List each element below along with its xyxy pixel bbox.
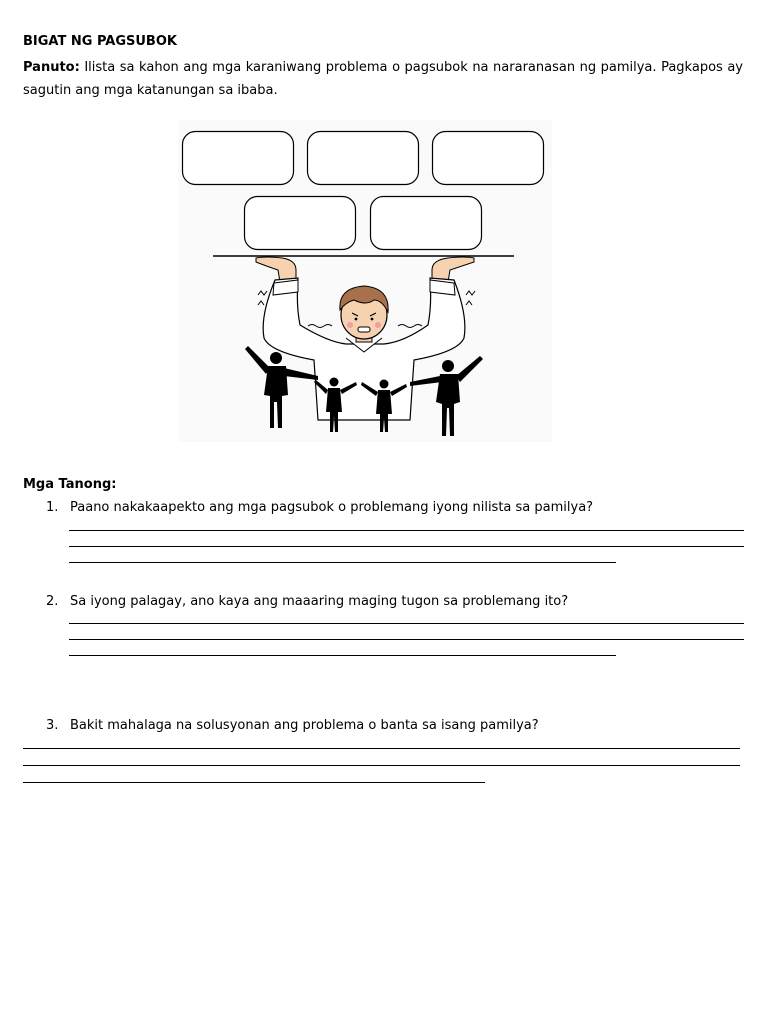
page-title: BIGAT NG PAGSUBOK	[23, 34, 177, 49]
question-number: 1.	[46, 500, 59, 515]
answer-line[interactable]	[69, 546, 744, 547]
question-text: Paano nakakaapekto ang mga pagsubok o problemang iyong nilista sa pamilya?	[70, 500, 594, 515]
answer-box[interactable]	[245, 197, 356, 250]
instructions	[23, 56, 743, 102]
answer-line[interactable]	[69, 639, 744, 640]
question-3	[46, 718, 539, 733]
answer-line[interactable]	[69, 562, 616, 563]
instructions-text: Ilista sa kahon ang mga karaniwang problema o pagsubok na nararanasan ng pamilya. Pagkapos ay sagutin ang mga katanungan sa ibaba.	[23, 60, 743, 98]
question-number: 3.	[46, 718, 59, 733]
question-text: Sa iyong palagay, ano kaya ang maaaring maging tugon sa problemang ito?	[70, 594, 569, 609]
problem-boxes-illustration	[178, 120, 552, 442]
answer-line[interactable]	[69, 655, 616, 656]
questions-heading: Mga Tanong:	[23, 477, 117, 492]
question-1	[46, 500, 593, 515]
instructions-label: Panuto:	[23, 60, 80, 75]
answer-line[interactable]	[23, 765, 740, 766]
question-2	[46, 594, 568, 609]
answer-line[interactable]	[69, 623, 744, 624]
question-text: Bakit mahalaga na solusyonan ang problema o banta sa isang pamilya?	[70, 718, 539, 733]
answer-box[interactable]	[183, 132, 294, 185]
answer-line[interactable]	[23, 782, 485, 783]
answer-line[interactable]	[69, 530, 744, 531]
answer-box[interactable]	[371, 197, 482, 250]
answer-box[interactable]	[433, 132, 544, 185]
answer-line[interactable]	[23, 748, 740, 749]
question-number: 2.	[46, 594, 59, 609]
answer-box[interactable]	[308, 132, 419, 185]
